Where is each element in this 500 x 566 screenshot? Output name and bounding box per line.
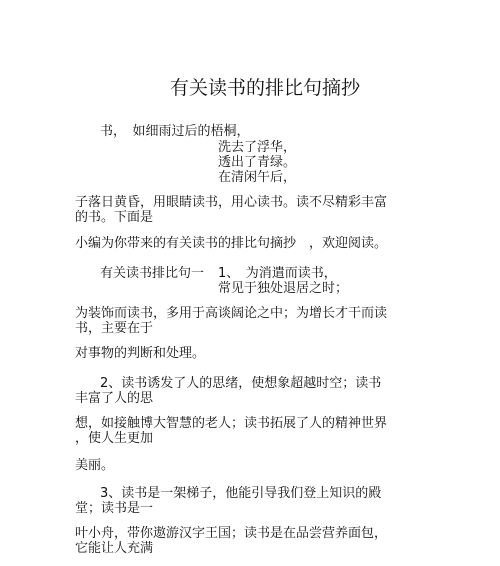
text-line: 子落日黄昏，用眼睛读书，用心读书。读不尽精彩丰富 — [75, 195, 388, 210]
text-line: 小编为你带来的有关读书的排比句摘抄 ，欢迎阅读。 — [75, 236, 388, 251]
text-line: 常见于独处退居之时； — [218, 281, 349, 296]
text-line: 美丽。 — [75, 458, 115, 473]
text-line: 2、读书诱发了人的思绪，使想象超越时空；读书 — [100, 376, 382, 391]
text-line: 对事物的判断和处理。 — [75, 346, 206, 361]
text-line: 想，如接触博大智慧的老人；读书拓展了人的精神世界 — [75, 416, 388, 431]
text-line: 的书。下面是 — [75, 210, 154, 225]
text-line: 有关读书排比句一 — [100, 266, 205, 281]
text-line: 书，主要在于 — [75, 321, 154, 336]
text-line: 丰富了人的思 — [75, 391, 154, 406]
text-line: 叶小舟，带你遨游汉字王国；读书是在品尝营养面包， — [75, 526, 388, 541]
text-line: 它能让人充满 — [75, 541, 154, 556]
text-line: 透出了青绿。 — [218, 155, 297, 170]
text-line: 为装饰而读书，多用于高谈阔论之中；为增长才干而读 — [75, 306, 388, 321]
text-line: 3、读书是一架梯子，他能引导我们登上知识的殿 — [100, 486, 382, 501]
text-line: 堂；读书是一 — [75, 501, 154, 516]
text-line: 洗去了浮华， — [218, 140, 297, 155]
text-line: ，使人生更加 — [75, 431, 154, 446]
text-line: 1、 为消遣而读书， — [218, 266, 337, 281]
text-line: 书， 如细雨过后的梧桐， — [100, 124, 250, 139]
document-title: 有关读书的排比句摘抄 — [170, 77, 361, 99]
text-line: 在清闲午后， — [218, 170, 297, 185]
